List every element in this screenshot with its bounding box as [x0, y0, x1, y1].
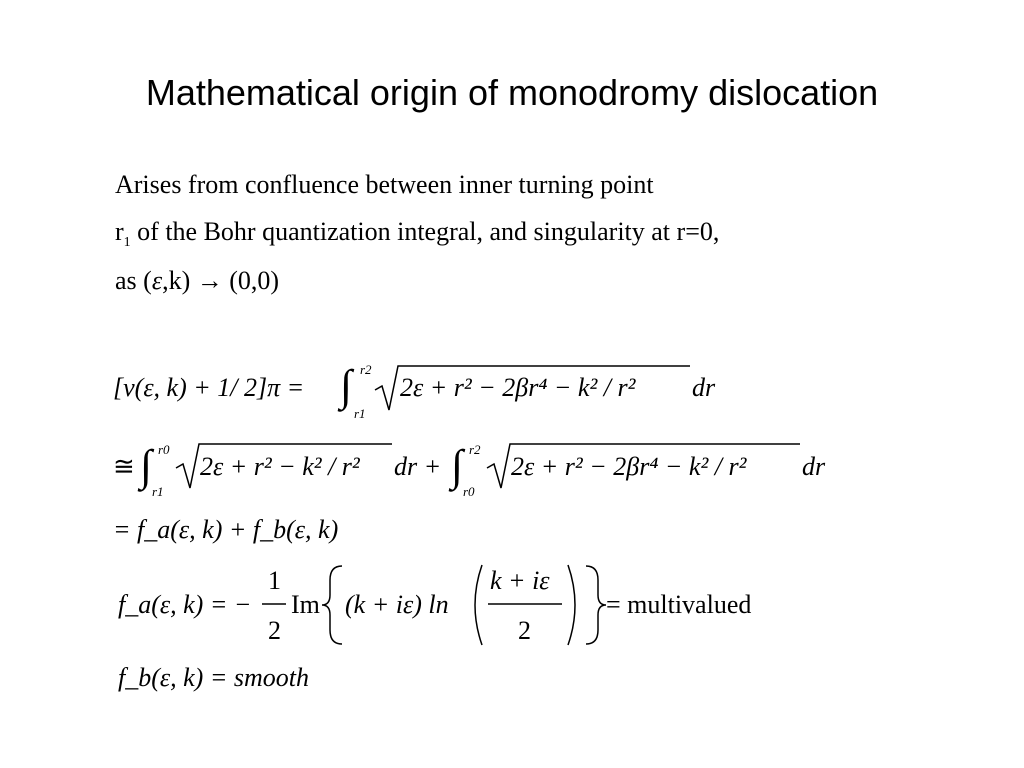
text-line-3-c: (0,0) — [222, 266, 280, 295]
eq2-upper-limit-b: r2 — [469, 442, 481, 457]
eq5: f_b(ε, k) = smooth — [118, 663, 309, 692]
text-line-1: Arises from confluence between inner turning point — [115, 170, 654, 199]
r-symbol: r — [115, 217, 124, 246]
eq2-dr-a: dr + — [394, 452, 442, 481]
eq4-rhs: = multivalued — [606, 590, 752, 619]
arrow-symbol: → — [196, 266, 223, 295]
text-line-3-a: as ( — [115, 266, 152, 295]
text-line-3-b: ,k) — [162, 266, 197, 295]
eq2-integrand-b: 2ε + r² − 2βr⁴ − k² / r² — [511, 452, 747, 481]
eq2-integral-sign-b: ∫ — [451, 441, 464, 490]
eq2-lower-limit-a: r1 — [152, 484, 164, 499]
eq2-integrand-a: 2ε + r² − k² / r² — [200, 452, 360, 481]
eq4-frac2-den: 2 — [518, 616, 531, 645]
eq4-lhs: f_a(ε, k) = − — [118, 590, 252, 619]
eq1-lhs: [v(ε, k) + 1/ 2]π = — [113, 373, 305, 402]
eq1-lower-limit: r1 — [354, 406, 366, 421]
eq2-dr-b: dr — [802, 452, 826, 481]
eq3: = f_a(ε, k) + f_b(ε, k) — [113, 515, 339, 544]
eq2-integral-sign-a: ∫ — [140, 441, 153, 490]
epsilon-symbol: ε — [151, 266, 163, 295]
eq2-prefix: ≅ — [113, 452, 135, 481]
eq4-frac-num: 1 — [268, 566, 281, 595]
eq2-upper-limit-a: r0 — [158, 442, 170, 457]
eq1-upper-limit: r2 — [360, 362, 372, 377]
eq4-frac-den: 2 — [268, 616, 281, 645]
eq4-im: Im — [291, 590, 320, 619]
eq1-dr: dr — [692, 373, 716, 402]
eq2-lower-limit-b: r0 — [463, 484, 475, 499]
eq1-integrand: 2ε + r² − 2βr⁴ − k² / r² — [400, 373, 636, 402]
slide-title: Mathematical origin of monodromy dislocation — [145, 72, 879, 113]
eq4-frac2-num: k + iε — [490, 566, 550, 595]
text-line-2-rest: of the Bohr quantization integral, and singularity at r=0, — [130, 217, 720, 246]
eq1-integral-sign: ∫ — [340, 361, 353, 410]
eq4-inner: (k + iε) ln — [345, 590, 449, 619]
r-subscript: 1 — [123, 235, 131, 250]
